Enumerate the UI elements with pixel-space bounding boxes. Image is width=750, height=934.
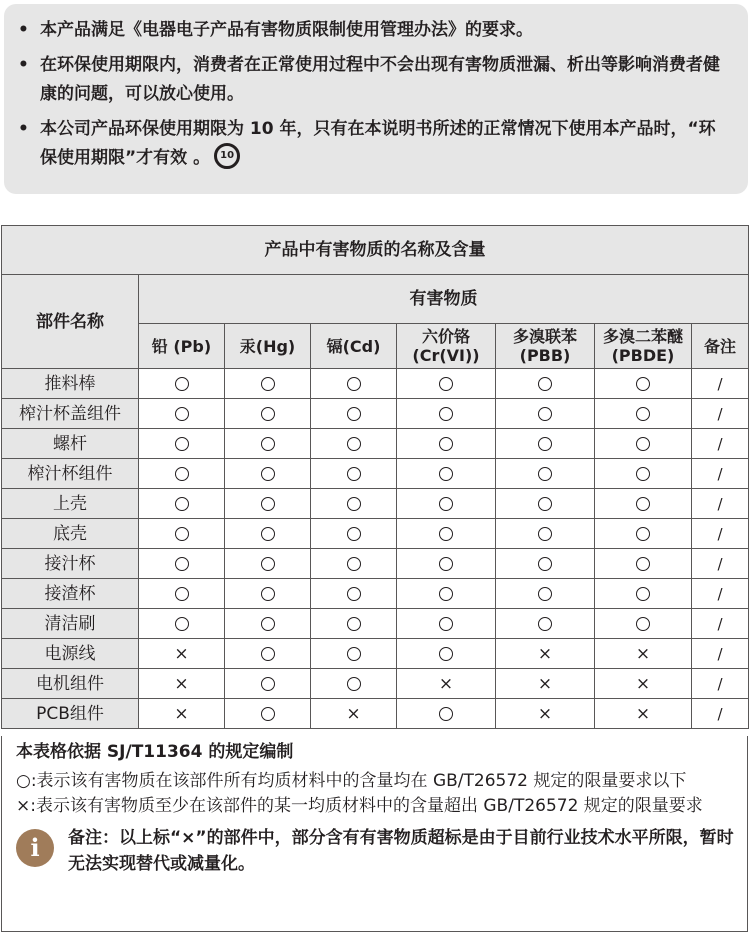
compliant-mark xyxy=(261,467,275,481)
compliant-mark xyxy=(261,497,275,511)
compliant-mark xyxy=(439,437,453,451)
column-header: 镉(Cd) xyxy=(311,324,397,369)
substance-cell xyxy=(225,429,311,459)
substance-cell xyxy=(692,519,749,549)
table-row xyxy=(2,639,749,669)
compliant-mark xyxy=(347,407,361,421)
part-name: 清洁刷 xyxy=(2,609,139,639)
compliant-mark xyxy=(347,527,361,541)
exceeds-mark: × xyxy=(174,643,189,664)
substance-cell xyxy=(311,699,397,729)
substance-cell xyxy=(139,609,225,639)
substance-cell xyxy=(311,549,397,579)
part-name: 电机组件 xyxy=(2,669,139,699)
column-header: 汞(Hg) xyxy=(225,324,311,369)
compliant-mark xyxy=(636,377,650,391)
substance-cell xyxy=(496,609,595,639)
substance-cell xyxy=(496,699,595,729)
remark-value: / xyxy=(717,554,723,573)
part-name: 电源线 xyxy=(2,639,139,669)
substance-cell xyxy=(595,549,692,579)
substance-cell xyxy=(225,399,311,429)
substance-cell xyxy=(311,429,397,459)
substance-cell xyxy=(595,699,692,729)
compliant-mark xyxy=(261,377,275,391)
compliant-mark xyxy=(439,647,453,661)
compliant-mark xyxy=(347,647,361,661)
compliant-mark xyxy=(347,437,361,451)
substance-cell xyxy=(397,669,496,699)
remark-value: / xyxy=(717,494,723,513)
compliant-mark xyxy=(439,707,453,721)
compliant-mark xyxy=(538,377,552,391)
substance-cell xyxy=(692,399,749,429)
part-name: 接渣杯 xyxy=(2,579,139,609)
substance-cell xyxy=(225,639,311,669)
compliant-mark xyxy=(347,497,361,511)
substance-cell xyxy=(397,549,496,579)
compliant-mark xyxy=(439,557,453,571)
compliant-mark xyxy=(261,527,275,541)
substance-cell xyxy=(496,429,595,459)
compliant-mark xyxy=(538,407,552,421)
substance-cell xyxy=(397,579,496,609)
table-row xyxy=(2,669,749,699)
table-title: 产品中有害物质的名称及含量 xyxy=(2,226,749,275)
compliant-mark xyxy=(175,377,189,391)
substance-cell xyxy=(397,369,496,399)
compliant-mark xyxy=(175,557,189,571)
compliant-mark xyxy=(261,557,275,571)
substance-cell xyxy=(397,489,496,519)
substance-cell xyxy=(595,579,692,609)
compliant-mark xyxy=(347,467,361,481)
substance-cell xyxy=(595,669,692,699)
cross-legend: ×:表示该有害物质至少在该部件的某一均质材料中的含量超出 GB/T26572 规定的限量要求 xyxy=(16,796,703,816)
exceeds-mark: × xyxy=(635,673,651,694)
substance-cell xyxy=(496,639,595,669)
compliant-mark xyxy=(439,527,453,541)
substance-cell xyxy=(139,699,225,729)
compliant-mark xyxy=(538,497,552,511)
substance-cell xyxy=(139,579,225,609)
remark-value: / xyxy=(717,674,723,693)
table-row xyxy=(2,459,749,489)
substance-cell xyxy=(397,459,496,489)
substance-cell xyxy=(496,579,595,609)
compliant-mark xyxy=(175,407,189,421)
substance-cell xyxy=(311,459,397,489)
remark-value: / xyxy=(717,614,723,633)
notice-text: 本产品满足《电器电子产品有害物质限制使用管理办法》的要求。 xyxy=(40,20,533,40)
table-notes xyxy=(1,736,748,932)
compliant-mark xyxy=(439,587,453,601)
compliant-mark xyxy=(538,587,552,601)
remark-value: / xyxy=(717,704,723,723)
substance-cell xyxy=(595,609,692,639)
substance-cell xyxy=(139,489,225,519)
compliant-mark xyxy=(636,557,650,571)
substance-cell xyxy=(225,369,311,399)
standard-basis: 本表格依据 SJ/T11364 的规定编制 xyxy=(16,742,294,762)
part-name: 推料棒 xyxy=(2,369,139,399)
substance-cell xyxy=(397,699,496,729)
remark-value: / xyxy=(717,644,723,663)
exceeds-mark: × xyxy=(346,703,361,724)
compliant-mark xyxy=(439,407,453,421)
column-header: 多溴二苯醚 (PBDE) xyxy=(595,324,692,369)
compliant-mark xyxy=(538,467,552,481)
substance-cell xyxy=(496,549,595,579)
substance-cell xyxy=(692,669,749,699)
substance-cell xyxy=(397,609,496,639)
substance-cell xyxy=(311,369,397,399)
substance-cell xyxy=(397,519,496,549)
substance-group-header: 有害物质 xyxy=(139,275,749,324)
substance-cell xyxy=(692,699,749,729)
exceeds-mark: × xyxy=(635,643,651,664)
compliant-mark xyxy=(538,557,552,571)
substance-cell xyxy=(692,549,749,579)
compliant-mark xyxy=(439,377,453,391)
notice-text: 在环保使用期限内，消费者在正常使用过程中不会出现有害物质泄漏、析出等影响消费者健康的问题，可以放心使用。 xyxy=(40,55,720,104)
compliant-mark xyxy=(175,587,189,601)
compliant-mark xyxy=(347,377,361,391)
substance-cell xyxy=(496,489,595,519)
compliant-mark xyxy=(261,647,275,661)
exceeds-mark: × xyxy=(635,703,651,724)
substance-cell xyxy=(225,579,311,609)
remark-value: / xyxy=(717,374,723,393)
remark-text: 备注：以上标“×”的部件中，部分含有有害物质超标是由于目前行业技术水平所限，暂时无法实现替代或减量化。 xyxy=(68,828,734,874)
compliant-mark xyxy=(347,587,361,601)
column-header: 多溴联苯 (PBB) xyxy=(496,324,595,369)
notice-text: 本公司产品环保使用期限为 10 年，只有在本说明书所述的正常情况下使用本产品时，“环保使用期限”才有效 。 xyxy=(40,119,716,168)
substance-cell xyxy=(311,519,397,549)
substance-cell xyxy=(692,459,749,489)
compliant-mark xyxy=(347,617,361,631)
substance-cell xyxy=(692,429,749,459)
circle-legend: ○:表示该有害物质在该部件所有均质材料中的含量均在 GB/T26572 规定的限量要求以下 xyxy=(16,771,687,791)
compliant-mark xyxy=(538,617,552,631)
substance-cell xyxy=(139,519,225,549)
table-row xyxy=(2,369,749,399)
substance-cell xyxy=(397,429,496,459)
remark-value: / xyxy=(717,524,723,543)
substance-cell xyxy=(139,369,225,399)
remark xyxy=(16,825,735,877)
substance-cell xyxy=(311,639,397,669)
substance-cell xyxy=(139,639,225,669)
substance-cell xyxy=(692,489,749,519)
compliant-mark xyxy=(636,407,650,421)
table-row xyxy=(2,699,749,729)
substance-cell xyxy=(225,609,311,639)
part-name: 榨汁杯组件 xyxy=(2,459,139,489)
substance-cell xyxy=(496,669,595,699)
table-row xyxy=(2,519,749,549)
substance-cell xyxy=(225,519,311,549)
bullet: • xyxy=(18,119,29,139)
substance-cell xyxy=(692,639,749,669)
exceeds-mark: × xyxy=(537,643,553,664)
substance-cell xyxy=(496,459,595,489)
part-name-header: 部件名称 xyxy=(2,275,139,369)
table-row xyxy=(2,579,749,609)
substance-cell xyxy=(139,459,225,489)
exceeds-mark: × xyxy=(174,703,189,724)
compliant-mark xyxy=(347,557,361,571)
substance-cell xyxy=(225,459,311,489)
remark-value: / xyxy=(717,404,723,423)
substance-cell xyxy=(311,579,397,609)
compliant-mark xyxy=(261,437,275,451)
table-row xyxy=(2,609,749,639)
substance-cell xyxy=(139,399,225,429)
compliant-mark xyxy=(261,587,275,601)
substance-cell xyxy=(225,489,311,519)
substance-cell xyxy=(595,519,692,549)
bullet: • xyxy=(18,55,29,75)
bullet: • xyxy=(18,20,29,40)
substance-cell xyxy=(139,549,225,579)
compliant-mark xyxy=(175,527,189,541)
substance-cell xyxy=(595,459,692,489)
compliant-mark xyxy=(538,527,552,541)
compliant-mark xyxy=(439,467,453,481)
part-name: 上壳 xyxy=(2,489,139,519)
compliant-mark xyxy=(261,407,275,421)
notice-item xyxy=(18,16,732,45)
hazardous-substances-table xyxy=(1,225,749,729)
notice-item xyxy=(18,51,732,109)
compliant-mark xyxy=(175,617,189,631)
compliant-mark xyxy=(538,437,552,451)
part-name: 接汁杯 xyxy=(2,549,139,579)
compliant-mark xyxy=(439,617,453,631)
substance-cell xyxy=(595,429,692,459)
environment-notice xyxy=(4,4,748,194)
substance-cell xyxy=(496,399,595,429)
column-header: 铅 (Pb) xyxy=(139,324,225,369)
compliant-mark xyxy=(636,617,650,631)
notice-list xyxy=(18,16,732,173)
substance-cell xyxy=(225,699,311,729)
compliant-mark xyxy=(261,617,275,631)
column-header: 六价铬 (Cr(VI)) xyxy=(397,324,496,369)
part-name: 底壳 xyxy=(2,519,139,549)
exceeds-mark: × xyxy=(438,673,454,694)
column-header: 备注 xyxy=(692,324,749,369)
eco-period-icon: 10 xyxy=(214,143,240,169)
remark-value: / xyxy=(717,464,723,483)
substance-cell xyxy=(397,639,496,669)
compliant-mark xyxy=(636,467,650,481)
info-icon: i xyxy=(16,829,54,867)
part-name: 螺杆 xyxy=(2,429,139,459)
table-row xyxy=(2,549,749,579)
compliant-mark xyxy=(261,707,275,721)
substance-cell xyxy=(311,399,397,429)
substance-cell xyxy=(139,669,225,699)
substance-cell xyxy=(311,669,397,699)
substance-cell xyxy=(496,519,595,549)
exceeds-mark: × xyxy=(174,673,189,694)
compliant-mark xyxy=(175,467,189,481)
substance-cell xyxy=(225,669,311,699)
substance-cell xyxy=(595,399,692,429)
substance-cell xyxy=(139,429,225,459)
exceeds-mark: × xyxy=(537,673,553,694)
substance-cell xyxy=(225,549,311,579)
substance-cell xyxy=(496,369,595,399)
substance-cell xyxy=(595,369,692,399)
table-row xyxy=(2,399,749,429)
remark-value: / xyxy=(717,584,723,603)
substance-cell xyxy=(692,369,749,399)
compliant-mark xyxy=(636,527,650,541)
substance-cell xyxy=(595,489,692,519)
substance-cell xyxy=(311,609,397,639)
compliant-mark xyxy=(439,497,453,511)
notice-item xyxy=(18,115,732,173)
substance-cell xyxy=(595,639,692,669)
compliant-mark xyxy=(175,497,189,511)
compliant-mark xyxy=(636,497,650,511)
substance-cell xyxy=(311,489,397,519)
compliant-mark xyxy=(175,437,189,451)
substance-cell xyxy=(692,579,749,609)
compliant-mark xyxy=(347,677,361,691)
compliant-mark xyxy=(636,437,650,451)
exceeds-mark: × xyxy=(537,703,553,724)
substance-cell xyxy=(692,609,749,639)
compliant-mark xyxy=(636,587,650,601)
substance-cell xyxy=(397,399,496,429)
table-row xyxy=(2,429,749,459)
remark-value: / xyxy=(717,434,723,453)
compliant-mark xyxy=(261,677,275,691)
part-name: PCB组件 xyxy=(2,699,139,729)
part-name: 榨汁杯盖组件 xyxy=(2,399,139,429)
table-row xyxy=(2,489,749,519)
